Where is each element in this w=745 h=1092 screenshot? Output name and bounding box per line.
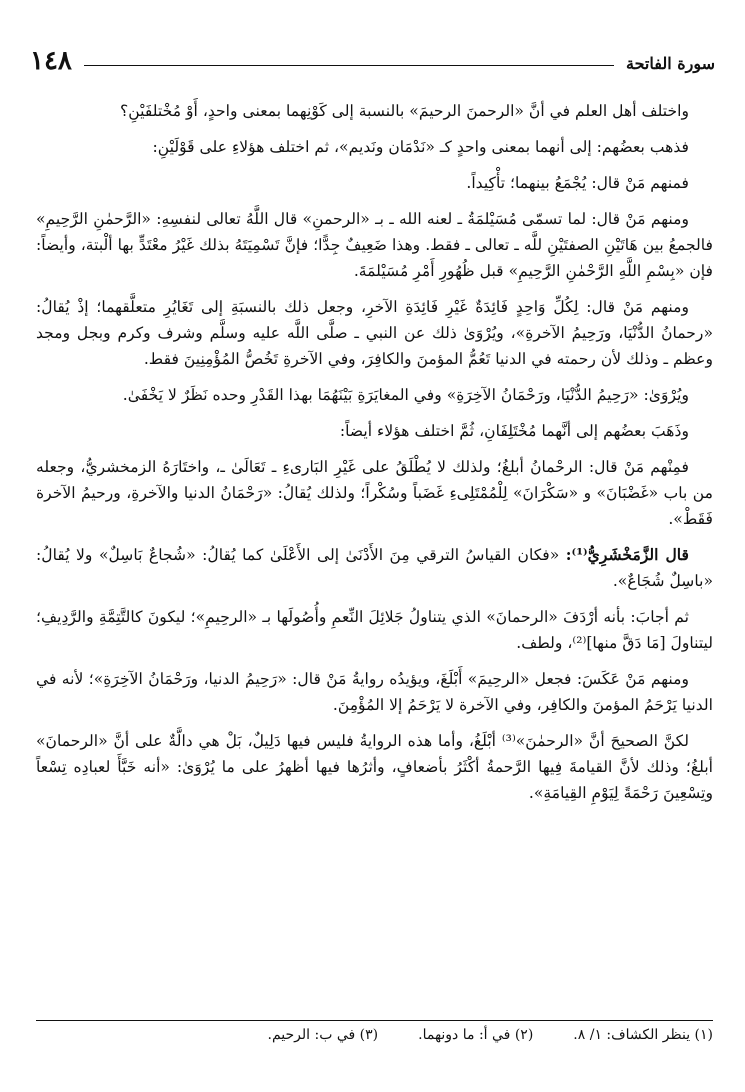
header-rule (84, 65, 614, 66)
paragraph: فمنهم مَنْ قال: يُجْمَعُ بينهما؛ تأْكِيداً. (466, 174, 689, 192)
footnote: (٢) في أ: ما دونهما. (418, 1027, 534, 1043)
paragraph: ومنهم مَنْ قال: لما تسمّى مُسَيْلمَةُ ـ لعنه الله ـ بـ «الرحمنِ» قال اللَّهُ تعالى لنفسِهِ: «الرَّحمٰنِ الرَّحِيمِ» فالجمعُ بين هَاتَيْنِ الصفتَيْنِ للَّه ـ تعالى ـ فقط. وهذا ضَعِيفٌ جِدًّا؛ فإنَّ تَسْمِيَتَهُ بذلك غَيْرُ معْتَدٍّ بها ألْبتة، وأيضاً: فإن «بِسْمِ اللَّهِ الرَّحْمٰنِ الرَّحِيمِ» قبل ظُهُورِ أَمْرِ مُسَيْلمَةَ. (36, 210, 713, 280)
zamakhshari-lead: قال الزَّمَخْشَرِيُّ⁽¹⁾: (565, 545, 689, 564)
paragraph: ومنهم مَنْ قال: لِكُلِّ وَاحِدٍ فَائِدَةٌ غَيْرِ فَائِدَةِ الآخرِ، وجعل ذلك بالنسبَةِ إلى تَغَايُرِ متعلَّقهما؛ إذْ يُقالُ: «رحمانُ الدُّنْيَا، ورَحِيمُ الآخرةِ»، ويُرْوَىٰ ذلك عن النبي ـ صلَّى اللَّه عليه وسلَّم وشرف وكرم وبجل ومجد وعظم ـ وذلك لأن رحمته في الدنيا تَعُمُّ المؤمنَ والكافِرَ، وفي الآخرةِ تَخُصُّ المُؤْمِنِينَ فقط. (36, 298, 713, 368)
paragraph: فمِنْهم مَنْ قال: الرحْمانُ أبلغُ؛ ولذلك لا يُطْلَقُ على غَيْرِ البَارىءِ ـ تَعَالَىٰ ـ، واختَارَهُ الزمخشريُّ، وجعله من باب «غَضْبَانَ» و «سَكْرَانَ» لِلْمُمْتَلِىءِ غَضَباً وسُكْراً؛ ولذلك يُقالُ: «رَحْمَانُ الدنيا والآخرةِ، ورحيمُ الآخرة فَقَطْ». (36, 458, 713, 528)
page-number: ١٤٨ (30, 46, 72, 76)
paragraph: ثم أجابَ: بأنه أرْدَفَ «الرحمانَ» الذي يتناولُ جَلائِلَ النِّعمِ وأُصُولَها بـ «الرحِيمِ»؛ ليكونَ كالتَّتِمَّةِ والرَّدِيفِ؛ ليتناولَ [مَا دَقَّ منها]⁽²⁾، ولطف. (36, 608, 713, 652)
paragraph: قال الزَّمَخْشَرِيُّ⁽¹⁾: «فكان القياسُ الترقي مِنَ الأَدْنَىٰ إلى الأَعْلَىٰ كما يُقالُ: «شُجاعٌ بَاسِلٌ» ولا يُقالُ: «باسِلٌ شُجَاعٌ». (36, 545, 713, 590)
page-header (30, 40, 715, 76)
paragraph: واختلف أهل العلم في أنَّ «الرحمنَ الرحيمَ» بالنسبة إلى كَوْنِهما بمعنى واحدٍ، أَوْ مُخْتلفَيْنِ؟ (120, 102, 689, 120)
paragraph: ويُرْوَىٰ: «رَحِيمُ الدُّنْيَا، ورَحْمَانُ الآخِرَةِ» وفي المغايَرَةِ بَيْنَهُمَا بهذا القَدْرِ وحده نَظَرٌ لا يَخْفَىٰ. (122, 386, 689, 404)
paragraph: لكنَّ الصحيحَ أنَّ «الرحمٰنَ»⁽³⁾ أبْلَغُ، وأما هذه الروايةُ فليس فيها دَلِيلٌ، بَلْ هي دالَّةٌ على أنَّ «الرحمانَ» أبلغُ؛ وذلك لأنَّ القيامةَ فِيها الرَّحمةُ أكْثَرُ بأضعافٍ، وأثرُها فيها أظهرُ على ما يُرْوَىٰ: «أنه خَبَّأَ لعبادِه تِسْعاً وتِسْعِينَ رَحْمَةً لِيَوْمِ القِيامَةِ». (36, 732, 713, 802)
chapter-title: سورة الفاتحة (626, 54, 715, 73)
paragraph: ومنهم مَنْ عَكَسَ: فجعل «الرحِيمَ» أَبْلَغَ، ويؤيدُه روايةُ مَنْ قال: «رَحِيمُ الدنيا، ورَحْمَانُ الآخِرَةِ»؛ لأنه في الدنيا يَرْحَمُ المؤمنَ والكافِر، وفي الآخرة لا يَرْحَمُ إلا المُؤْمِنَ. (36, 670, 713, 714)
paragraph: وذَهَبَ بعضُهم إلى أنَّهما مُخْتَلِفَانِ، ثُمَّ اختلف هؤلاء أيضاً: (339, 422, 689, 440)
footnote: (١) ينظر الكشاف: ١/ ٨. (573, 1027, 713, 1043)
footnotes (36, 1020, 713, 1043)
paragraph: فذهب بعضُهم: إلى أنهما بمعنى واحدٍ كـ «نَدْمَان ونَديم»، ثم اختلف هؤلاءِ على قَوْلَيْنِ: (152, 138, 689, 156)
footnote: (٣) في ب: الرحيم. (267, 1027, 379, 1043)
main-text (36, 98, 713, 816)
